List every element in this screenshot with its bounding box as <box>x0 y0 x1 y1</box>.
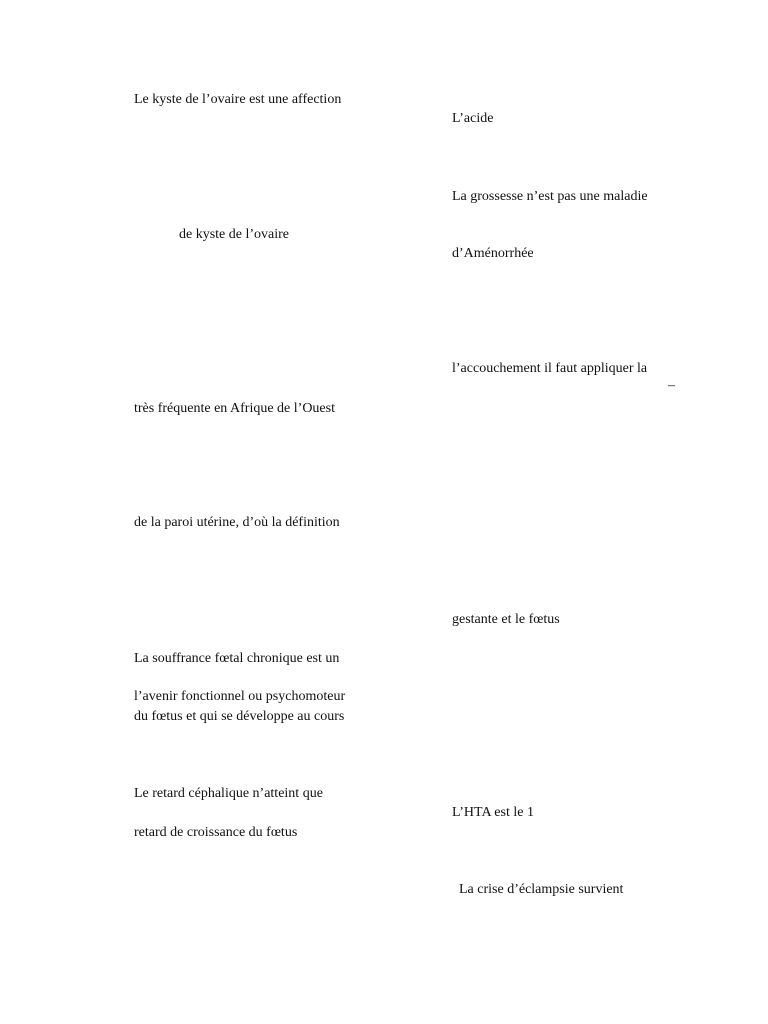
text-fragment-amenorrhea: d’Aménorrhée <box>452 246 534 261</box>
text-fragment-uterine-wall: de la paroi utérine, d’où la définition <box>134 515 340 530</box>
text-fragment-eclampsia: La crise d’éclampsie survient <box>459 882 624 897</box>
text-fragment-functional-future: l’avenir fonctionnel ou psychomoteur <box>134 689 346 704</box>
text-fragment-pregnancy: La grossesse n’est pas une maladie <box>452 189 648 204</box>
text-fragment-fetal-distress: La souffrance fœtal chronique est un <box>134 651 340 666</box>
text-fragment-ovarian-cyst-intro: Le kyste de l’ovaire est une affection <box>134 92 342 107</box>
text-fragment-ovarian-cyst: de kyste de l’ovaire <box>179 227 290 242</box>
text-fragment-west-africa: très fréquente en Afrique de l’Ouest <box>134 401 335 416</box>
text-fragment-cephalic-delay: Le retard céphalique n’atteint que <box>134 786 323 801</box>
text-fragment-acid: L’acide <box>452 111 494 126</box>
text-fragment-fetus-develops: du fœtus et qui se développe au cours <box>134 709 345 724</box>
dash-mark: – <box>668 378 675 393</box>
text-fragment-growth-delay: retard de croissance du fœtus <box>134 825 298 840</box>
text-fragment-delivery: l’accouchement il faut appliquer la <box>452 361 648 376</box>
text-fragment-pregnant-fetus: gestante et le fœtus <box>452 612 560 627</box>
text-fragment-hta: L’HTA est le 1 <box>452 805 534 820</box>
